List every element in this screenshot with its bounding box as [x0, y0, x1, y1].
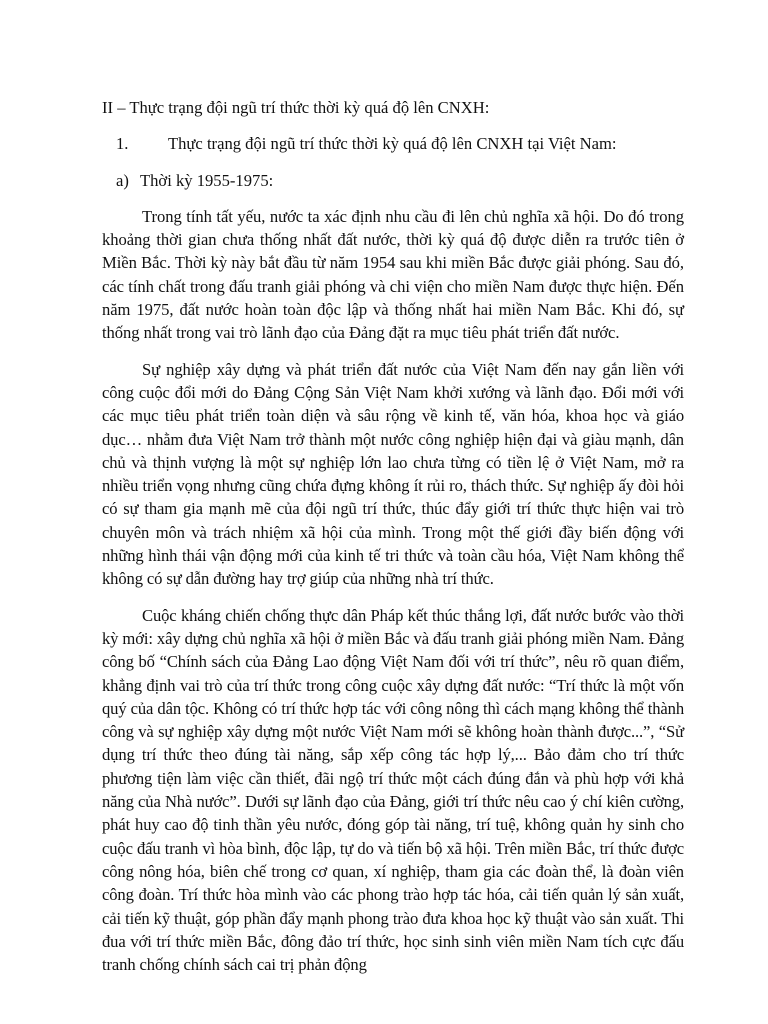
paragraph: Sự nghiệp xây dựng và phát triển đất nước của Việt Nam đến nay gắn liền với công cuộc đổi mới do Đảng Cộng Sản Việt Nam khởi xướng và lãnh đạo. Đổi mới với các mục tiêu phát triển toàn diện và sâu rộng về kinh tế, văn hóa, khoa học và giáo dục… nhằm đưa Việt Nam trở thành một nước công nghiệp hiện đại và giàu mạnh, dân chủ và thịnh vượng là một sự nghiệp lớn lao chưa từng có tiền lệ ở Việt Nam, mở ra nhiều triển vọng nhưng cũng chứa đựng không ít rủi ro, thách thức. Sự nghiệp ấy đòi hỏi có sự tham gia mạnh mẽ của đội ngũ trí thức, thúc đẩy giới trí thức thực hiện vai trò chuyên môn và trách nhiệm xã hội của mình. Trong một thế giới đầy biến động với những hình thái vận động mới của kinh tế tri thức và toàn cầu hóa, Việt Nam không thể không có sự dẫn đường hay trợ giúp của những nhà trí thức.: [102, 359, 684, 589]
numbered-heading: [102, 132, 684, 155]
subsection-title: Thời kỳ 1955-1975:: [140, 170, 274, 190]
subsection-heading: [102, 169, 684, 192]
document-body: [102, 96, 684, 976]
paragraph: Cuộc kháng chiến chống thực dân Pháp kết thúc thắng lợi, đất nước bước vào thời kỳ mới: xây dựng chủ nghĩa xã hội ở miền Bắc và đấu tranh giải phóng miền Nam. Đảng công bố “Chính sách của Đảng Lao động Việt Nam đối với trí thức”, nêu rõ quan điểm, khẳng định vai trò của trí thức trong công cuộc xây dựng đất nước: “Trí thức là một vốn quý của dân tộc. Không có trí thức hợp tác với công nông thì cách mạng không thể thành công và sự nghiệp xây dựng một nước Việt Nam mới sẽ không hoàn thành được...”, “Sử dụng trí thức theo đúng tài năng, sắp xếp công tác hợp lý,... Bảo đảm cho trí thức phương tiện làm việc cần thiết, đãi ngộ trí thức một cách đúng đắn và phù hợp với khả năng của Nhà nước”. Dưới sự lãnh đạo của Đảng, giới trí thức nêu cao ý chí kiên cường, phát huy cao độ tinh thần yêu nước, đóng góp tài năng, trí tuệ, không quản hy sinh cho cuộc đấu tranh vì hòa bình, độc lập, tự do và tiến bộ xã hội. Trên miền Bắc, trí thức được công nông hóa, biên chế trong cơ quan, xí nghiệp, tham gia các đoàn thể, là đoàn viên công đoàn. Trí thức hòa mình vào các phong trào hợp tác hóa, cải tiến quản lý sản xuất, cải tiến kỹ thuật, góp phần đẩy mạnh phong trào đưa khoa học kỹ thuật vào sản xuất. Thi đua với trí thức miền Bắc, đông đảo trí thức, học sinh sinh viên miền Nam tích cực đấu tranh chống chính sách cai trị phản động: [102, 605, 684, 975]
heading-number: 1.: [116, 134, 129, 154]
section-heading: II – Thực trạng đội ngũ trí thức thời kỳ quá độ lên CNXH:: [102, 98, 490, 117]
heading-title: Thực trạng đội ngũ trí thức thời kỳ quá độ lên CNXH tại Việt Nam:: [168, 134, 617, 154]
paragraph: Trong tính tất yếu, nước ta xác định nhu cầu đi lên chủ nghĩa xã hội. Do đó trong khoảng thời gian chưa thống nhất đất nước, thời kỳ quá độ được diễn ra trước tiên ở Miền Bắc. Thời kỳ này bắt đầu từ năm 1954 sau khi miền Bắc được giải phóng. Sau đó, các tính chất trong đấu tranh giải phóng và chi viện cho miền Nam được thực hiện. Đến năm 1975, đất nước hoàn toàn độc lập và thống nhất hai miền Nam Bắc. Khi đó, sự thống nhất trong vai trò lãnh đạo của Đảng đặt ra mục tiêu phát triển đất nước.: [102, 206, 684, 343]
subsection-label: a): [116, 170, 129, 190]
